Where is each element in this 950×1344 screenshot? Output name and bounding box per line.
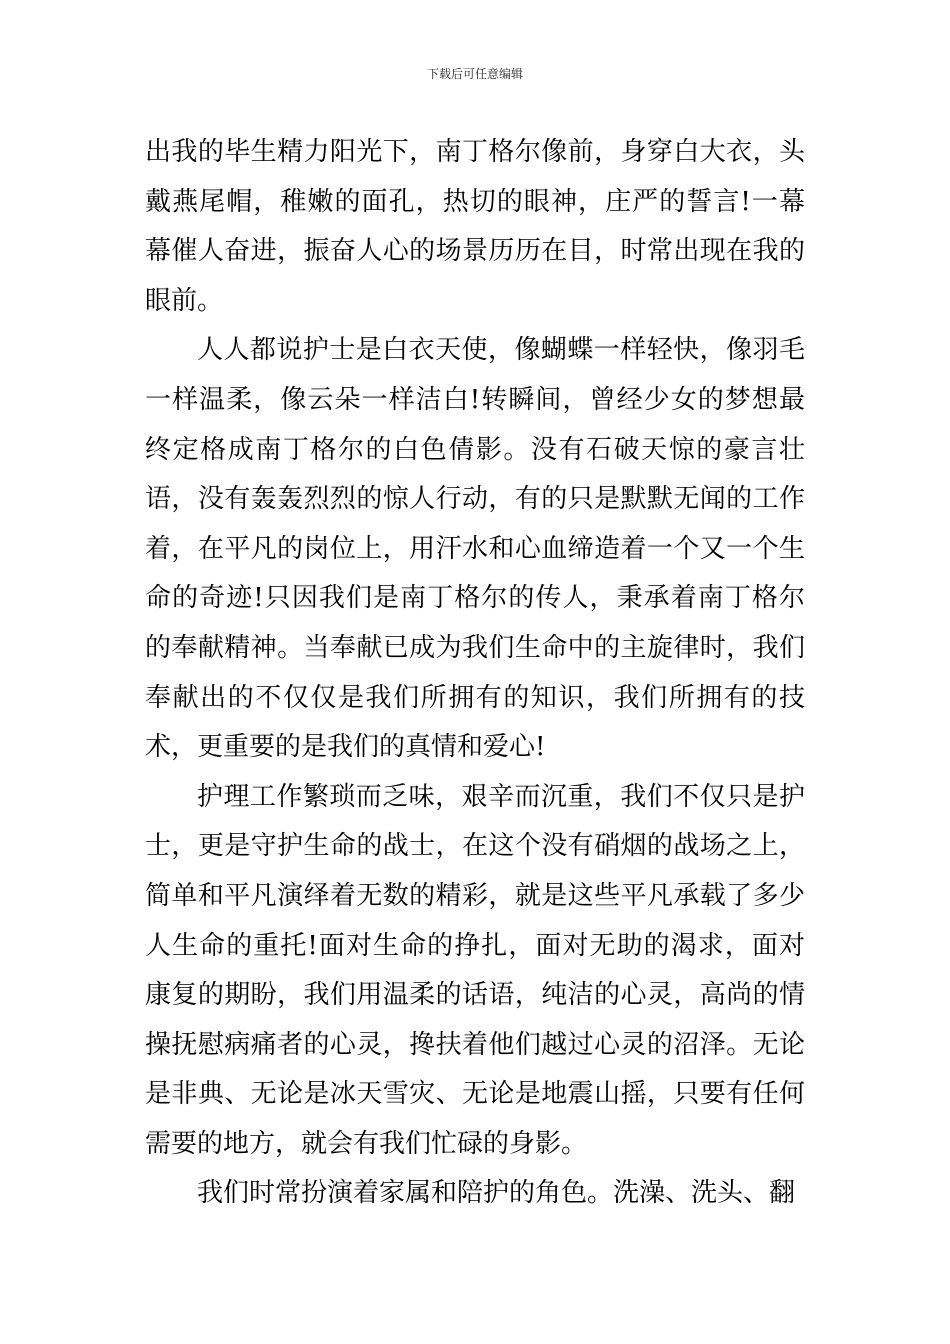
paragraph-4: 我们时常扮演着家属和陪护的角色。洗澡、洗头、翻 bbox=[197, 1178, 796, 1209]
page-header: 下载后可任意编辑 bbox=[426, 67, 523, 81]
paragraph-3: 护理工作繁琐而乏味，艰辛而沉重，我们不仅只是护士，更是守护生命的战士，在这个没有硝烟的战场之上，简单和平凡演绎着无数的精彩，就是这些平凡承载了多少人生命的重托!面对生命的挣扎，面对无助的渴求，面对康复的期盼，我们用温柔的话语，纯洁的心灵，高尚的情操抚慰病痛者的心灵，搀扶着他们越过心灵的沼泽。无论是非典、无论是冰天雪灾、无论是地震山摇，只要有任何需要的地方，就会有我们忙碌的身影。 bbox=[145, 781, 805, 1159]
paragraph-2: 人人都说护士是白衣天使，像蝴蝶一样轻快，像羽毛一样温柔，像云朵一样洁白!转瞬间，曾经少女的梦想最终定格成南丁格尔的白色倩影。没有石破天惊的豪言壮语，没有轰轰烈烈的惊人行动，有的只是默默无闻的工作着，在平凡的岗位上，用汗水和心血缔造着一个又一个生命的奇迹!只因我们是南丁格尔的传人，秉承着南丁格尔的奉献精神。当奉献已成为我们生命中的主旋律时，我们奉献出的不仅仅是我们所拥有的知识，我们所拥有的技术，更重要的是我们的真情和爱心! bbox=[145, 335, 805, 763]
document-body bbox=[145, 128, 805, 1219]
paragraph-1: 出我的毕生精力阳光下，南丁格尔像前，身穿白大衣，头戴燕尾帽，稚嫩的面孔，热切的眼神，庄严的誓言!一幕幕催人奋进，振奋人心的场景历历在目，时常出现在我的眼前。 bbox=[145, 137, 805, 316]
